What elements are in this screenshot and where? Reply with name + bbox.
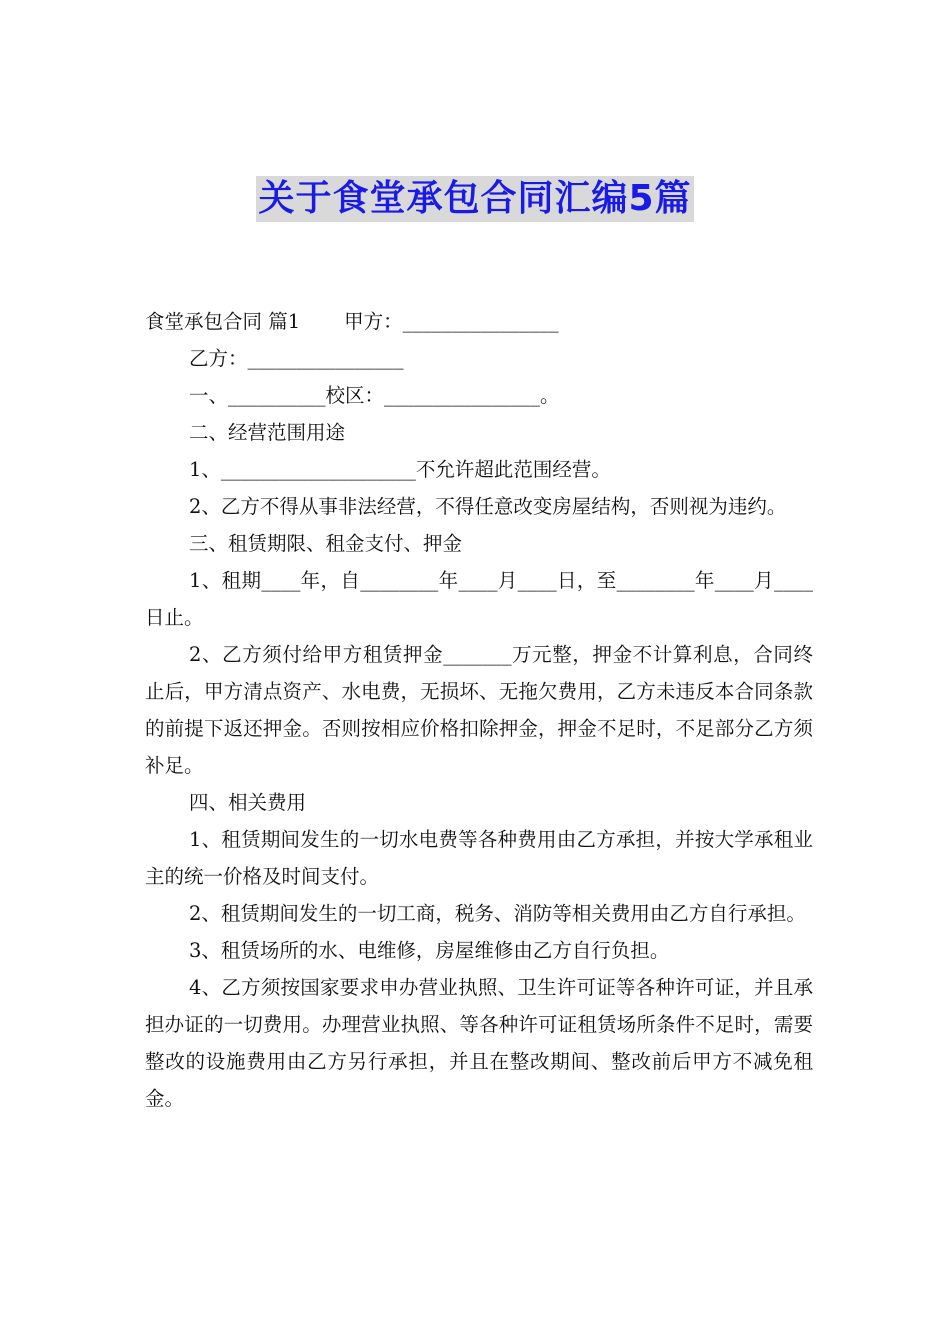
document-title: 关于食堂承包合同汇编5篇 bbox=[256, 176, 693, 222]
clause-1-campus: 一、__________校区：________________。 bbox=[189, 384, 560, 407]
clause-4-1: 1、租赁期间发生的一切水电费等各种费用由乙方承担，并按大学承租业主的统一价格及时间支付。 bbox=[145, 828, 813, 888]
clause-3-1: 1、租期____年，自________年____月____日，至________年____月____日止。 bbox=[145, 569, 813, 629]
clause-4-4: 4、乙方须按国家要求申办营业执照、卫生许可证等各种许可证，并且承担办证的一切费用。办理营业执照、等各种许可证租赁场所条件不足时，需要整改的设施费用由乙方另行承担，并且在整改期间、整改前后甲方不减免租金。 bbox=[145, 976, 813, 1110]
contract-heading: 食堂承包合同 篇1 bbox=[145, 310, 301, 333]
clause-2-1: 1、____________________不允许超此范围经营。 bbox=[189, 458, 611, 481]
clause-2-2: 2、乙方不得从事非法经营，不得任意改变房屋结构，否则视为违约。 bbox=[189, 495, 787, 518]
clause-4-3: 3、租赁场所的水、电维修，房屋维修由乙方自行负担。 bbox=[189, 939, 670, 962]
section-heading-3: 三、租赁期限、租金支付、押金 bbox=[189, 532, 463, 555]
title-container bbox=[0, 176, 950, 222]
clause-4-2: 2、租赁期间发生的一切工商，税务、消防等相关费用由乙方自行承担。 bbox=[189, 902, 806, 925]
first-line bbox=[145, 303, 813, 340]
section-heading-4: 四、相关费用 bbox=[189, 791, 307, 814]
party-b-line: 乙方：________________ bbox=[189, 347, 404, 370]
section-heading-2: 二、经营范围用途 bbox=[189, 421, 346, 444]
document-body bbox=[145, 303, 813, 1117]
party-a-line: 甲方：________________ bbox=[344, 310, 559, 333]
clause-3-2: 2、乙方须付给甲方租赁押金_______万元整，押金不计算利息，合同终止后，甲方清点资产、水电费，无损坏、无拖欠费用，乙方未违反本合同条款的前提下返还押金。否则按相应价格扣除押金，押金不足时，不足部分乙方须补足。 bbox=[145, 643, 813, 777]
